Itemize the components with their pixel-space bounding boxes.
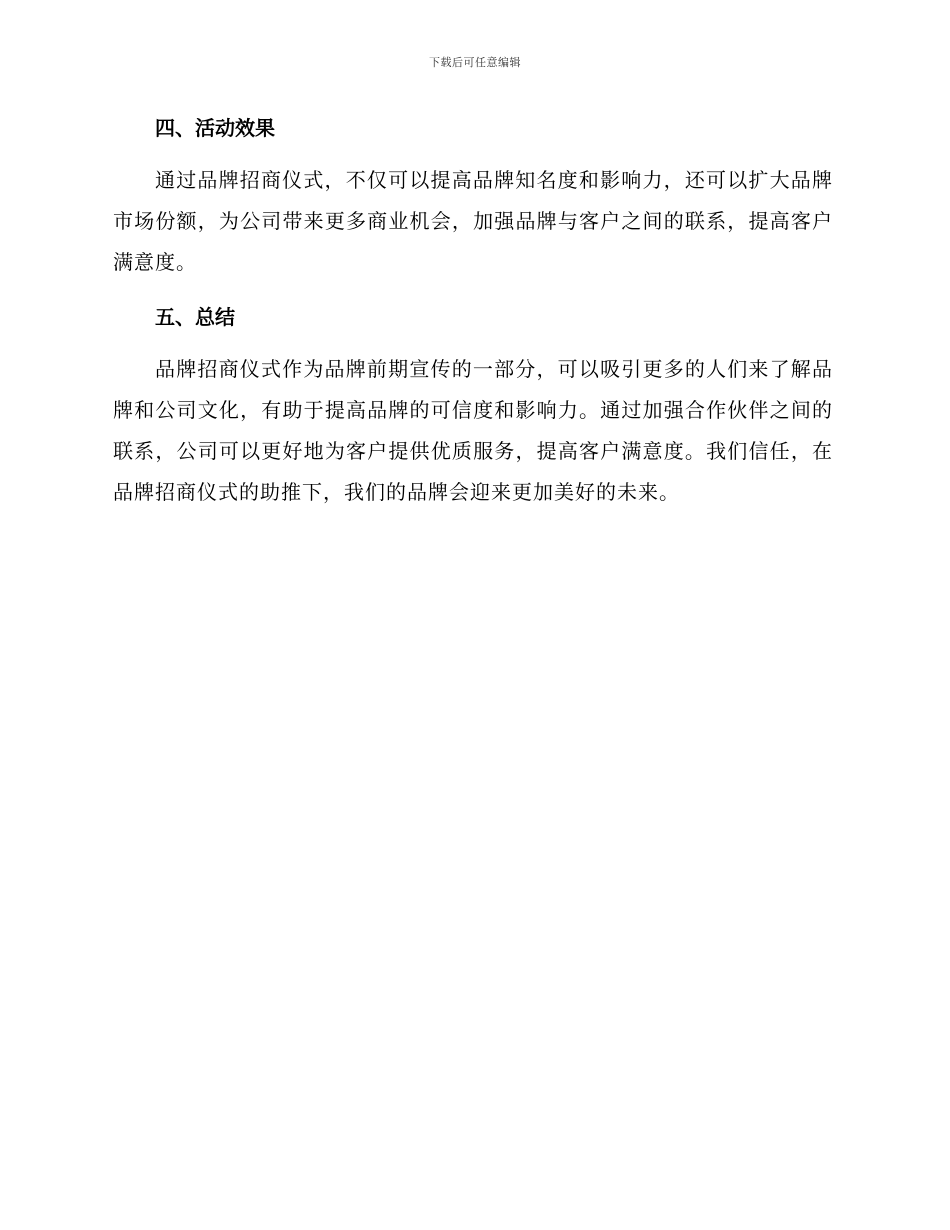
section-paragraph: 通过品牌招商仪式，不仅可以提高品牌知名度和影响力，还可以扩大品牌市场份额，为公司带来更多商业机会，加强品牌与客户之间的联系，提高客户满意度。 [113, 168, 833, 274]
document-body [113, 108, 833, 527]
section-summary [113, 297, 833, 513]
section-heading: 四、活动效果 [155, 116, 275, 140]
page-header: 下载后可任意编辑 [429, 56, 521, 69]
section-activity-effect [113, 108, 833, 283]
section-heading: 五、总结 [155, 305, 235, 329]
section-paragraph: 品牌招商仪式作为品牌前期宣传的一部分，可以吸引更多的人们来了解品牌和公司文化，有助于提高品牌的可信度和影响力。通过加强合作伙伴之间的联系，公司可以更好地为客户提供优质服务，提高客户满意度。我们信任，在品牌招商仪式的助推下，我们的品牌会迎来更加美好的未来。 [113, 357, 833, 504]
